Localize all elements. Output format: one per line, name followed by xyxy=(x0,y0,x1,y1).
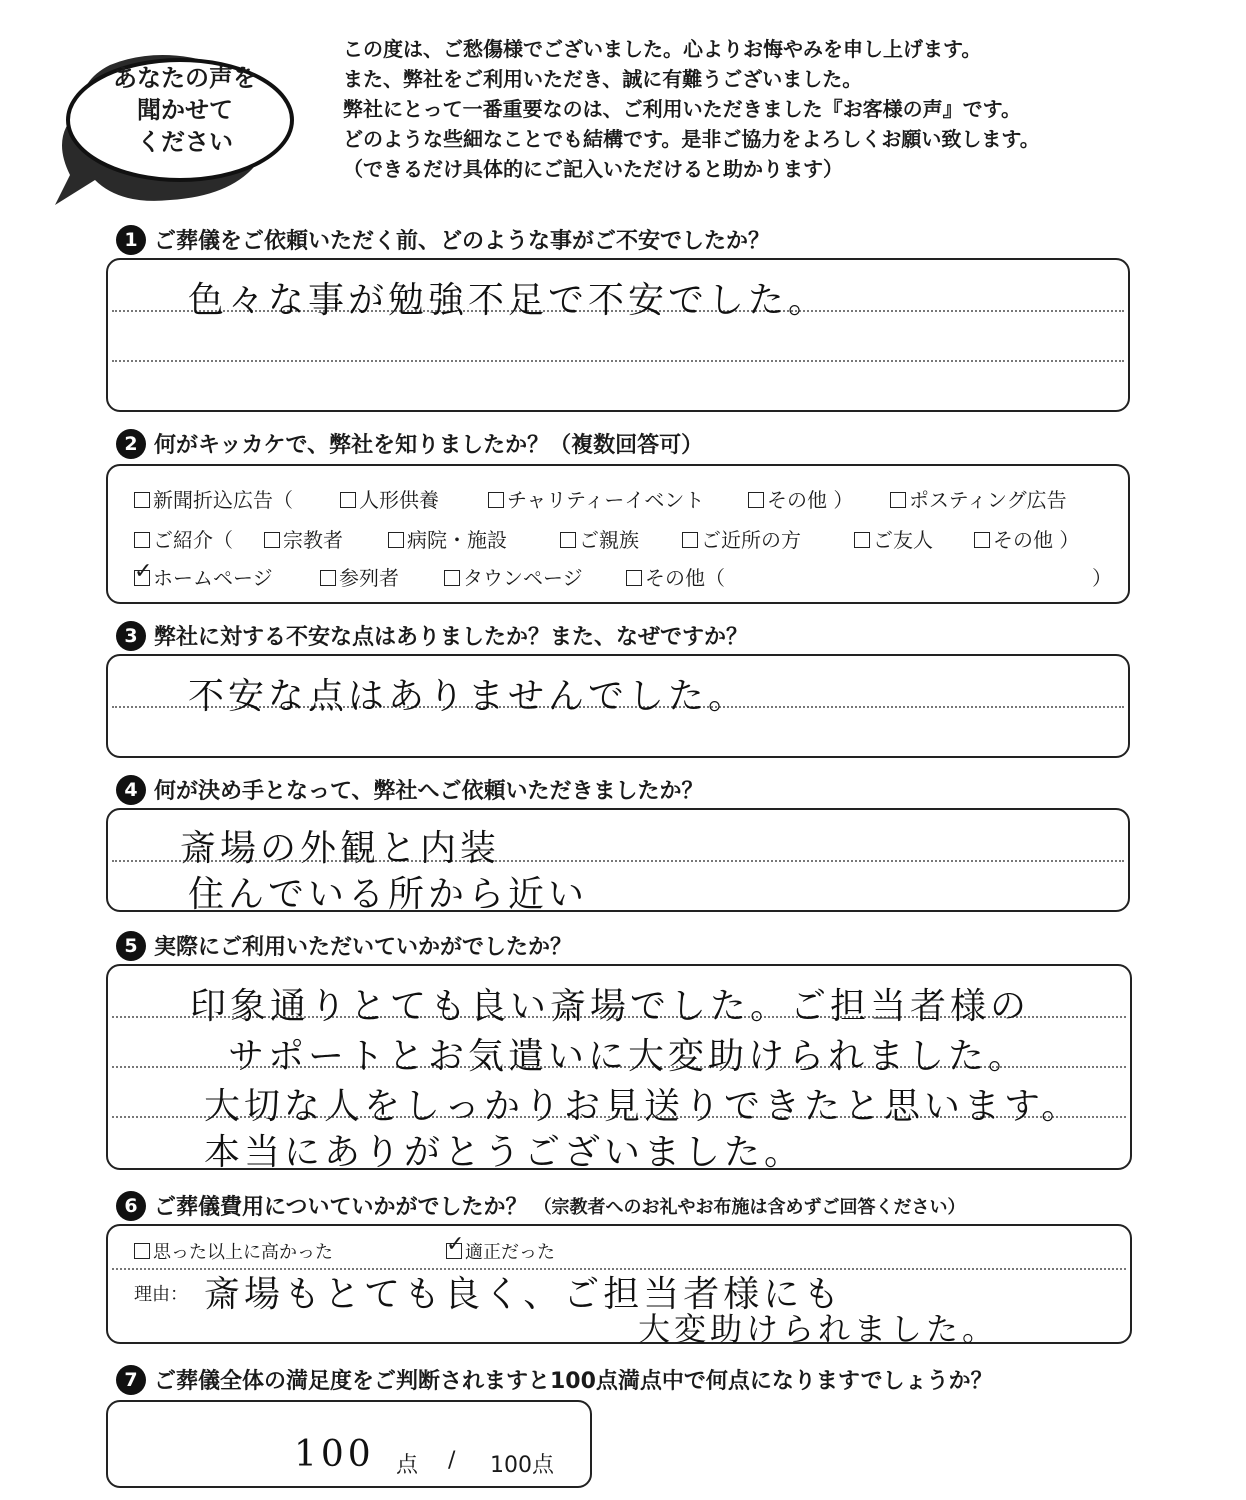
option-newspaper[interactable] xyxy=(134,484,293,513)
answer-box-7[interactable] xyxy=(106,1400,592,1488)
checkbox-icon[interactable] xyxy=(974,532,990,548)
checkbox-checked-icon[interactable] xyxy=(446,1243,462,1259)
option-relatives[interactable] xyxy=(560,524,639,553)
option-label: チャリティーイベント xyxy=(507,488,705,512)
intro-text xyxy=(343,34,1040,184)
option-label: ご紹介（ xyxy=(153,528,233,552)
question-6-text: ご葬儀費用についていかがでしたか？ xyxy=(154,1195,528,1220)
option-neighbors[interactable] xyxy=(682,524,801,553)
answer-5-line-4: 本当にありがとうございました。 xyxy=(204,1132,805,1173)
option-label: その他 ） xyxy=(993,528,1080,552)
checkbox-icon[interactable] xyxy=(134,1243,150,1259)
option-label: ご友人 xyxy=(873,528,933,552)
score-value: 100 xyxy=(294,1434,375,1475)
question-6-note: （宗教者へのお礼やお布施は含めずご回答ください） xyxy=(533,1196,966,1218)
option-other-1[interactable] xyxy=(748,484,853,513)
answer-5-line-2: サポートとお気遣いに大変助けられました。 xyxy=(228,1036,1029,1077)
score-slash: / xyxy=(448,1448,456,1473)
answer-3-text: 不安な点はありませんでした。 xyxy=(188,676,749,717)
answer-5-line-3: 大切な人をしっかりお見送りできたと思います。 xyxy=(204,1086,1082,1127)
reason-label: 理由： xyxy=(134,1284,188,1305)
score-unit: 点 xyxy=(396,1453,419,1478)
checkbox-icon[interactable] xyxy=(340,492,356,508)
option-label: その他（ xyxy=(645,566,725,590)
option-label: 参列者 xyxy=(339,566,399,590)
question-4 xyxy=(116,774,704,805)
question-6 xyxy=(116,1190,966,1221)
question-7 xyxy=(116,1364,993,1395)
option-friends[interactable] xyxy=(854,524,933,553)
option-label: 新聞折込広告（ xyxy=(153,488,293,512)
question-3 xyxy=(116,620,748,651)
question-1 xyxy=(116,224,770,255)
answer-box-4[interactable] xyxy=(106,808,1130,915)
checkbox-icon[interactable] xyxy=(320,570,336,586)
answer-box-3[interactable] xyxy=(106,654,1130,758)
intro-line-2: また、弊社をご利用いただき、誠に有難うございました。 xyxy=(343,67,863,91)
checkbox-icon[interactable] xyxy=(134,532,150,548)
option-appropriate[interactable] xyxy=(446,1238,555,1264)
bubble-line-2: 聞かせて xyxy=(137,96,233,124)
option-label: その他 ） xyxy=(767,488,854,512)
option-label: 宗教者 xyxy=(283,528,343,552)
dotted-line xyxy=(112,360,1124,362)
question-number-5: 5 xyxy=(116,931,146,961)
bubble-line-1: あなたの声を xyxy=(113,64,257,92)
question-2-text: 何がキッカケで、弊社を知りましたか？（複数回答可） xyxy=(154,433,704,458)
option-label: 病院・施設 xyxy=(407,528,507,552)
option-label: 人形供養 xyxy=(359,488,439,512)
checkbox-icon[interactable] xyxy=(890,492,906,508)
question-number-2: 2 xyxy=(116,429,146,459)
checkbox-icon[interactable] xyxy=(748,492,764,508)
answer-box-6 xyxy=(106,1224,1132,1348)
option-religious[interactable] xyxy=(264,524,343,553)
question-3-text: 弊社に対する不安な点はありましたか？また、なぜですか？ xyxy=(154,625,749,650)
option-label: 適正だった xyxy=(465,1242,555,1263)
question-number-4: 4 xyxy=(116,775,146,805)
option-label: ポスティング広告 xyxy=(909,488,1067,512)
answer-box-5[interactable] xyxy=(106,964,1132,1173)
option-townpage[interactable] xyxy=(444,562,583,591)
option-label: ご親族 xyxy=(579,528,639,552)
answer-5-line-1: 印象通りとても良い斎場でした。ご担当者様の xyxy=(190,986,1031,1027)
question-4-text: 何が決め手となって、弊社へご依頼いただきましたか？ xyxy=(154,779,704,804)
intro-line-1: この度は、ご愁傷様でございました。心よりお悔やみを申し上げます。 xyxy=(343,37,982,61)
question-number-1: 1 xyxy=(116,225,146,255)
question-number-6: 6 xyxy=(116,1191,146,1221)
question-7-text: ご葬儀全体の満足度をご判断されますと100点満点中で何点になりますでしょうか？ xyxy=(154,1369,993,1394)
answer-box-1[interactable] xyxy=(106,258,1130,412)
checkbox-icon[interactable] xyxy=(854,532,870,548)
option-referral[interactable] xyxy=(134,524,233,553)
option-label: ご近所の方 xyxy=(701,528,801,552)
checkbox-icon[interactable] xyxy=(560,532,576,548)
checkbox-icon[interactable] xyxy=(626,570,642,586)
bubble-heading xyxy=(90,62,280,158)
option-attendee[interactable] xyxy=(320,562,399,591)
checkbox-icon[interactable] xyxy=(134,492,150,508)
option-posting-ad[interactable] xyxy=(890,484,1067,513)
option-other-2[interactable] xyxy=(974,524,1079,553)
question-number-3: 3 xyxy=(116,621,146,651)
answer-6-line-2: 大変助けられました。 xyxy=(638,1310,999,1348)
answer-6-line-1: 斎場もとても良く、ご担当者様にも xyxy=(204,1274,844,1315)
option-charity-event[interactable] xyxy=(488,484,704,513)
question-2 xyxy=(116,428,703,459)
checkbox-icon[interactable] xyxy=(682,532,698,548)
intro-line-4: どのような些細なことでも結構です。是非ご協力をよろしくお願い致します。 xyxy=(343,127,1040,151)
option-other-3-close: ） xyxy=(1092,566,1112,590)
bubble-line-3: ください xyxy=(137,128,233,156)
option-other-3[interactable] xyxy=(626,562,725,591)
checkbox-icon[interactable] xyxy=(388,532,404,548)
question-1-text: ご葬儀をご依頼いただく前、どのような事がご不安でしたか？ xyxy=(154,229,771,254)
option-hospital[interactable] xyxy=(388,524,507,553)
question-5-text: 実際にご利用いただいていかがでしたか？ xyxy=(154,935,573,960)
answer-4-line-2: 住んでいる所から近い xyxy=(188,874,589,915)
option-homepage[interactable] xyxy=(134,562,273,591)
question-number-7: 7 xyxy=(116,1365,146,1395)
checkbox-icon[interactable] xyxy=(264,532,280,548)
checkbox-checked-icon[interactable] xyxy=(134,570,150,586)
option-label: タウンページ xyxy=(463,566,583,590)
checkbox-icon[interactable] xyxy=(444,570,460,586)
option-doll-memorial[interactable] xyxy=(340,484,439,513)
intro-line-3: 弊社にとって一番重要なのは、ご利用いただきました『お客様の声』です。 xyxy=(343,97,1021,121)
option-too-expensive[interactable] xyxy=(134,1238,333,1264)
question-5 xyxy=(116,930,572,961)
answer-1-text: 色々な事が勉強不足で不安でした。 xyxy=(188,280,829,321)
score-max: 100点 xyxy=(490,1453,554,1478)
intro-line-5: （できるだけ具体的にご記入いただけると助かります） xyxy=(343,157,843,181)
option-label: 思った以上に高かった xyxy=(153,1242,333,1263)
answer-box-2 xyxy=(106,464,1130,604)
checkbox-icon[interactable] xyxy=(488,492,504,508)
option-label: ホームページ xyxy=(153,566,273,590)
answer-4-line-1: 斎場の外観と内装 xyxy=(180,828,501,869)
